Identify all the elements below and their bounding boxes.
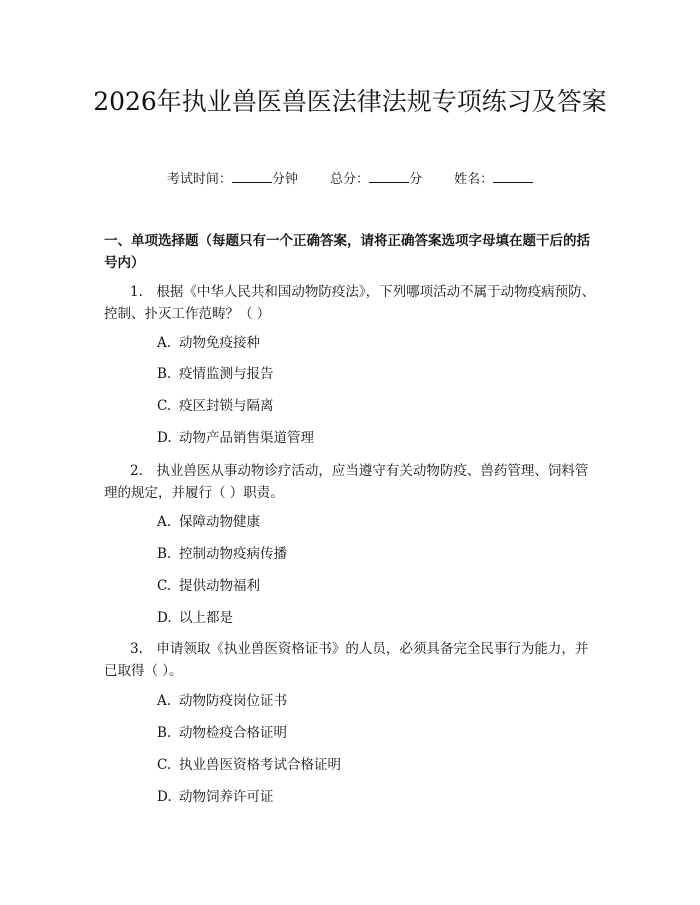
question-3: 3. 申请领取《执业兽医资格证书》的人员，必须具备完全民事行为能力，并已取得（ ）。 [104,641,589,679]
option-2b[interactable] [157,544,287,564]
option-text: 以上都是 [179,610,233,626]
option-3a[interactable] [157,691,287,711]
option-1a[interactable] [157,333,260,353]
option-letter: D. [157,610,172,626]
option-letter: B. [157,725,172,741]
score-blank[interactable] [369,168,409,183]
exam-name [454,168,533,190]
page-title: 2026年执业兽医兽医法律法规专项练习及答案 [93,87,607,116]
option-text: 动物检疫合格证明 [179,725,287,741]
option-letter: C. [157,757,172,773]
option-letter: C. [157,398,172,414]
option-letter: A. [157,514,172,530]
option-2c[interactable] [157,576,260,596]
option-2d[interactable] [157,608,233,628]
option-text: 疫情监测与报告 [179,366,274,382]
option-text: 控制动物疫病传播 [179,546,287,562]
option-3c[interactable] [157,755,341,775]
option-letter: B. [157,546,172,562]
option-1c[interactable] [157,396,274,416]
option-1d[interactable] [157,428,314,448]
option-1b[interactable] [157,364,274,384]
question-2: 2. 执业兽医从事动物诊疗活动，应当遵守有关动物防疫、兽药管理、饲料管理的规定，并履行（ ）职责。 [104,463,589,501]
time-unit: 分钟 [271,172,298,187]
option-letter: D. [157,430,172,446]
name-blank[interactable] [493,168,533,183]
option-letter: A. [157,693,172,709]
option-text: 提供动物福利 [179,578,260,594]
exam-time [167,168,298,190]
option-2a[interactable] [157,512,260,532]
option-text: 动物防疫岗位证书 [179,693,287,709]
name-label: 姓名： [454,172,494,187]
time-blank[interactable] [232,168,272,183]
score-label: 总分： [329,172,369,187]
time-label: 考试时间： [166,172,232,187]
option-text: 动物产品销售渠道管理 [179,430,314,446]
option-letter: A. [157,335,172,351]
option-letter: C. [157,578,172,594]
score-unit: 分 [409,172,423,187]
option-letter: B. [157,366,172,382]
question-1: 1. 根据《中华人民共和国动物防疫法》，下列哪项活动不属于动物疫病预防、控制、扑灭工作范畴？（ ） [104,284,596,322]
exam-meta [0,168,700,190]
option-text: 动物饲养许可证 [179,789,274,805]
option-3b[interactable] [157,723,287,743]
option-letter: D. [157,789,172,805]
option-text: 动物免疫接种 [179,335,260,351]
exam-score [330,168,422,190]
option-text: 执业兽医资格考试合格证明 [179,757,341,773]
option-3d[interactable] [157,787,274,807]
option-text: 疫区封锁与隔离 [179,398,274,414]
section-title: 一、单项选择题（每题只有一个正确答案，请将正确答案选项字母填在题干后的括号内） [104,233,590,271]
option-text: 保障动物健康 [179,514,260,530]
